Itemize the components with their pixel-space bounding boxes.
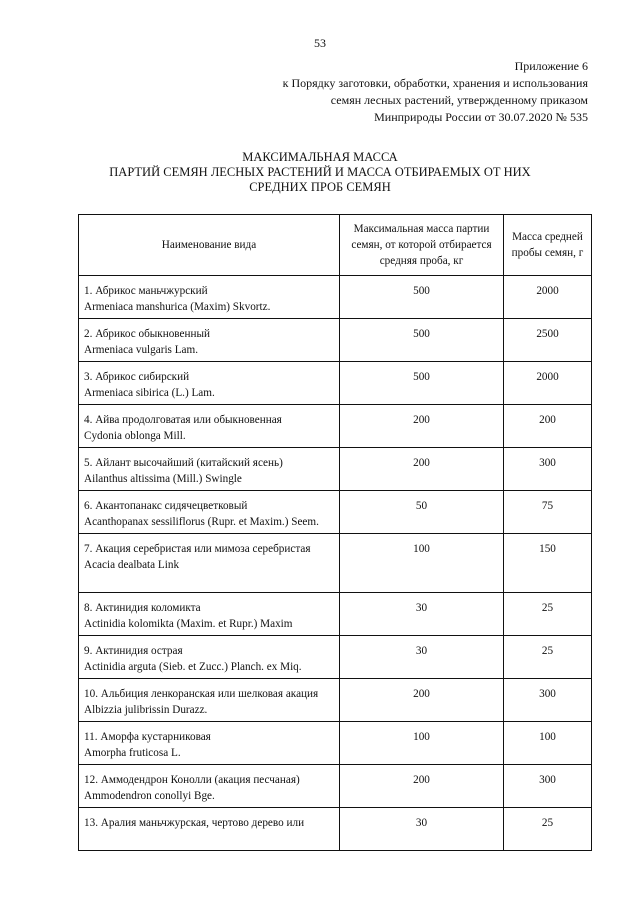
species-name-cell <box>79 808 340 851</box>
max-batch-mass-cell: 100 <box>340 722 504 765</box>
max-batch-mass-cell: 500 <box>340 276 504 319</box>
species-name-cell <box>79 276 340 319</box>
species-latin-name: Actinidia arguta (Sieb. et Zucc.) Planch. ex Miq. <box>84 661 302 673</box>
sample-mass-cell: 300 <box>504 679 592 722</box>
appendix-line-1: Приложение 6 <box>514 59 588 73</box>
species-latin-name: Ailanthus altissima (Mill.) Swingle <box>84 473 242 485</box>
table-row <box>79 593 592 636</box>
sample-mass-cell: 2500 <box>504 319 592 362</box>
species-russian-name: 13. Аралия маньчжурская, чертово дерево или <box>84 817 305 829</box>
table-row <box>79 319 592 362</box>
max-batch-mass-cell: 200 <box>340 679 504 722</box>
sample-mass-cell: 200 <box>504 405 592 448</box>
max-batch-mass-cell: 30 <box>340 636 504 679</box>
species-russian-name: 7. Акация серебристая или мимоза серебристая <box>84 543 311 555</box>
species-latin-name: Albizzia julibrissin Durazz. <box>84 704 208 716</box>
max-batch-mass-cell: 100 <box>340 534 504 593</box>
species-russian-name: 11. Аморфа кустарниковая <box>84 731 211 743</box>
sample-mass-cell: 25 <box>504 593 592 636</box>
species-latin-name: Armeniaca vulgaris Lam. <box>84 344 199 356</box>
appendix-line-3: семян лесных растений, утвержденному приказом <box>330 93 588 107</box>
seed-mass-table <box>78 214 592 851</box>
species-name-cell <box>79 491 340 534</box>
species-latin-name: Amorpha fruticosa L. <box>84 747 181 759</box>
header-max-batch-mass: Максимальная масса партии семян, от которой отбирается средняя проба, кг <box>340 215 504 276</box>
species-russian-name: 12. Аммодендрон Конолли (акация песчаная) <box>84 774 300 786</box>
sample-mass-cell: 300 <box>504 765 592 808</box>
sample-mass-cell: 150 <box>504 534 592 593</box>
species-russian-name: 6. Акантопанакс сидячецветковый <box>84 500 248 512</box>
max-batch-mass-cell: 200 <box>340 765 504 808</box>
appendix-line-2: к Порядку заготовки, обработки, хранения и использования <box>282 76 588 90</box>
table-row <box>79 722 592 765</box>
max-batch-mass-cell: 50 <box>340 491 504 534</box>
table-row <box>79 534 592 593</box>
document-title <box>0 150 640 195</box>
max-batch-mass-cell: 500 <box>340 362 504 405</box>
species-name-cell <box>79 765 340 808</box>
sample-mass-cell: 25 <box>504 636 592 679</box>
species-name-cell <box>79 362 340 405</box>
species-russian-name: 3. Абрикос сибирский <box>84 371 190 383</box>
sample-mass-cell: 25 <box>504 808 592 851</box>
species-name-cell <box>79 319 340 362</box>
sample-mass-cell: 75 <box>504 491 592 534</box>
title-line-2: ПАРТИЙ СЕМЯН ЛЕСНЫХ РАСТЕНИЙ И МАССА ОТБИРАЕМЫХ ОТ НИХ <box>109 165 531 179</box>
species-name-cell <box>79 722 340 765</box>
species-latin-name: Actinidia kolomikta (Maxim. et Rupr.) Maxim <box>84 618 293 630</box>
header-sample-mass: Масса средней пробы семян, г <box>504 215 592 276</box>
table-body <box>79 276 592 851</box>
species-russian-name: 1. Абрикос маньчжурский <box>84 285 208 297</box>
sample-mass-cell: 300 <box>504 448 592 491</box>
table-row <box>79 491 592 534</box>
table-row <box>79 679 592 722</box>
page-number: 53 <box>314 36 326 50</box>
appendix-line-4: Минприроды России от 30.07.2020 № 535 <box>374 110 588 124</box>
species-russian-name: 4. Айва продолговатая или обыкновенная <box>84 414 282 426</box>
species-name-cell <box>79 679 340 722</box>
title-line-3: СРЕДНИХ ПРОБ СЕМЯН <box>249 180 391 194</box>
max-batch-mass-cell: 200 <box>340 448 504 491</box>
sample-mass-cell: 2000 <box>504 276 592 319</box>
table-row <box>79 448 592 491</box>
max-batch-mass-cell: 500 <box>340 319 504 362</box>
species-latin-name: Cydonia oblonga Mill. <box>84 430 186 442</box>
species-russian-name: 10. Альбиция ленкоранская или шелковая акация <box>84 688 319 700</box>
species-russian-name: 8. Актинидия коломикта <box>84 602 201 614</box>
species-name-cell <box>79 405 340 448</box>
species-latin-name: Acacia dealbata Link <box>84 559 180 571</box>
species-latin-name: Armeniaca sibirica (L.) Lam. <box>84 387 215 399</box>
max-batch-mass-cell: 200 <box>340 405 504 448</box>
title-line-1: МАКСИМАЛЬНАЯ МАССА <box>242 150 398 164</box>
sample-mass-cell: 100 <box>504 722 592 765</box>
table-row <box>79 765 592 808</box>
table-header-row <box>79 215 592 276</box>
table-row <box>79 808 592 851</box>
max-batch-mass-cell: 30 <box>340 808 504 851</box>
species-latin-name: Acanthopanax sessiliflorus (Rupr. et Maxim.) Seem. <box>84 516 319 528</box>
species-name-cell <box>79 593 340 636</box>
table-row <box>79 276 592 319</box>
table-row <box>79 636 592 679</box>
table-row <box>79 362 592 405</box>
species-russian-name: 9. Актинидия острая <box>84 645 183 657</box>
species-name-cell <box>79 448 340 491</box>
appendix-header <box>283 58 588 126</box>
max-batch-mass-cell: 30 <box>340 593 504 636</box>
species-name-cell <box>79 636 340 679</box>
species-russian-name: 2. Абрикос обыкновенный <box>84 328 210 340</box>
header-species-name: Наименование вида <box>79 215 340 276</box>
table-row <box>79 405 592 448</box>
species-russian-name: 5. Айлант высочайший (китайский ясень) <box>84 457 283 469</box>
species-name-cell <box>79 534 340 593</box>
species-latin-name: Ammodendron conollyi Bge. <box>84 790 215 802</box>
sample-mass-cell: 2000 <box>504 362 592 405</box>
species-latin-name: Armeniaca manshurica (Maxim) Skvortz. <box>84 301 271 313</box>
